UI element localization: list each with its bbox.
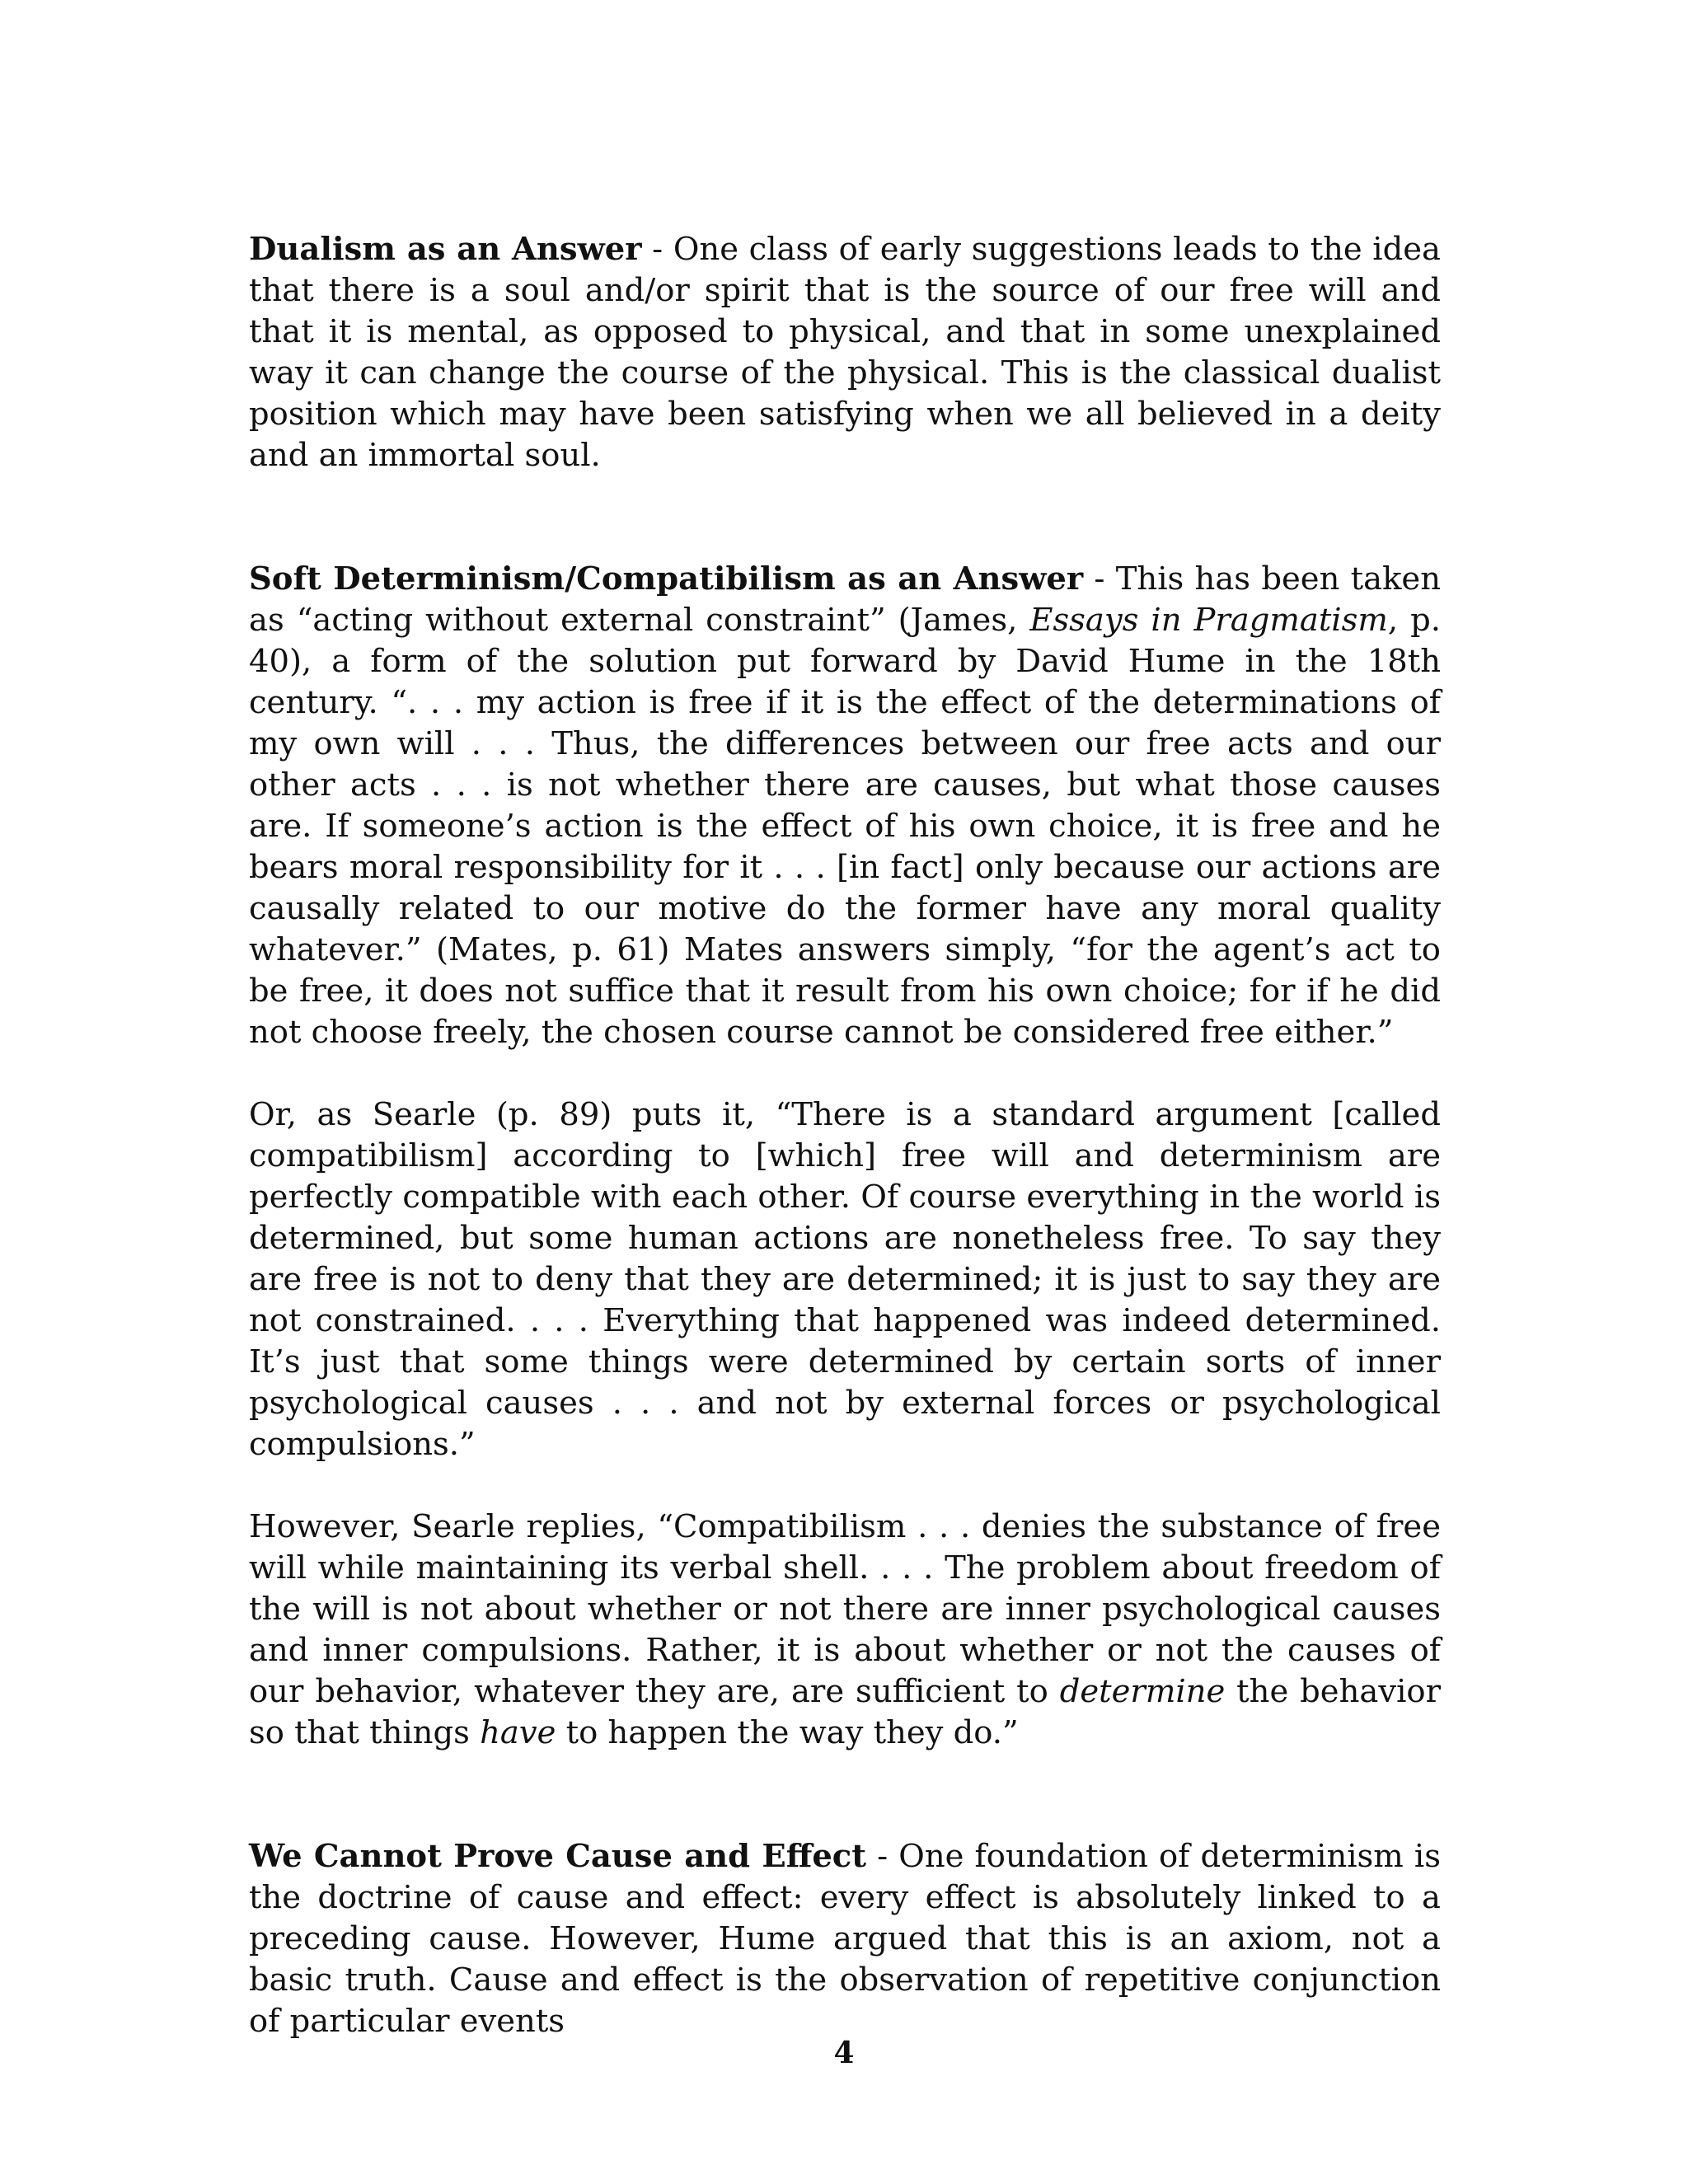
emphasis-have: have [480,1714,556,1751]
emphasis-determine: determine [1059,1673,1226,1710]
cause-effect-heading: We Cannot Prove Cause and Effect [249,1838,867,1875]
searle-reply-body-b: the behavior so that things [249,1673,1441,1751]
searle-body: Or, as Searle (p. 89) puts it, “There is a standard argument [called compatibilism] according to [which] free will and determinism are perfectly compatible with each other. Of course everything in the world is determined, but some human actions are nonetheless free. To say they are free is not to deny that they are determined; it is just to say they are not constrained. . . . Everything that happened was indeed determined. It’s just that some things were determined by certain sorts of inner psychological causes . . . and not by external forces or psychological compulsions.” [249,1096,1441,1463]
page-content [249,229,1441,2042]
book-title: Essays in Pragmatism [1029,602,1388,639]
section-spacer [249,1754,1441,1836]
dualism-heading: Dualism as an Answer [249,231,642,268]
section-spacer [249,476,1441,559]
dualism-body: - One class of early suggestions leads to the idea that there is a soul and/or spirit that is the source of our free will and that it is mental, as opposed to physical, and that in some unexplained way it can change the course of the physical. This is the classical dualist position which may have been satisfying when we all believed in a deity and an immortal soul. [249,231,1442,474]
dualism-paragraph [249,229,1441,476]
page-number: 4 [833,2036,855,2070]
searle-reply-paragraph [249,1507,1441,1754]
soft-determinism-body-b: , p. 40), a form of the solution put forward by David Hume in the 18th century. “. . . my action is free if it is the effect of the determinations of my own will . . . Thus, the differences between our free acts and our other acts . . . is not whether there are causes, but what those causes are. If someone’s action is the effect of his own choice, it is free and he bears moral responsibility for it . . . [in fact] only because our actions are causally related to our motive do the former have any moral quality whatever.” (Mates, p. 61) Mates answers simply, “for the agent’s act to be free, it does not suffice that it result from his own choice; for if he did not choose freely, the chosen course cannot be considered free either.” [249,602,1441,1051]
paragraph-spacer [249,1053,1441,1094]
cause-effect-body: - One foundation of determinism is the doctrine of cause and effect: every effect is absolutely linked to a preceding cause. However, Hume argued that this is an axiom, not a basic truth. Cause and effect is the observation of repetitive conjunction of particular events [249,1838,1441,2040]
paragraph-spacer [249,1465,1441,1507]
searle-reply-body-c: to happen the way they do.” [556,1714,1019,1751]
searle-paragraph [249,1094,1441,1465]
soft-determinism-paragraph [249,559,1441,1053]
soft-determinism-heading: Soft Determinism/Compatibilism as an Answer [249,560,1084,598]
soft-determinism-body-a: - This has been taken as “acting without external constraint” (James, [249,560,1441,639]
cause-effect-paragraph [249,1836,1441,2042]
searle-reply-body-a: However, Searle replies, “Compatibilism . . . denies the substance of free will while maintaining its verbal shell. . . . The problem about freedom of the will is not about whether or not there are inner psychological causes and inner compulsions. Rather, it is about whether or not the causes of our behavior, whatever they are, are sufficient to [249,1508,1441,1710]
